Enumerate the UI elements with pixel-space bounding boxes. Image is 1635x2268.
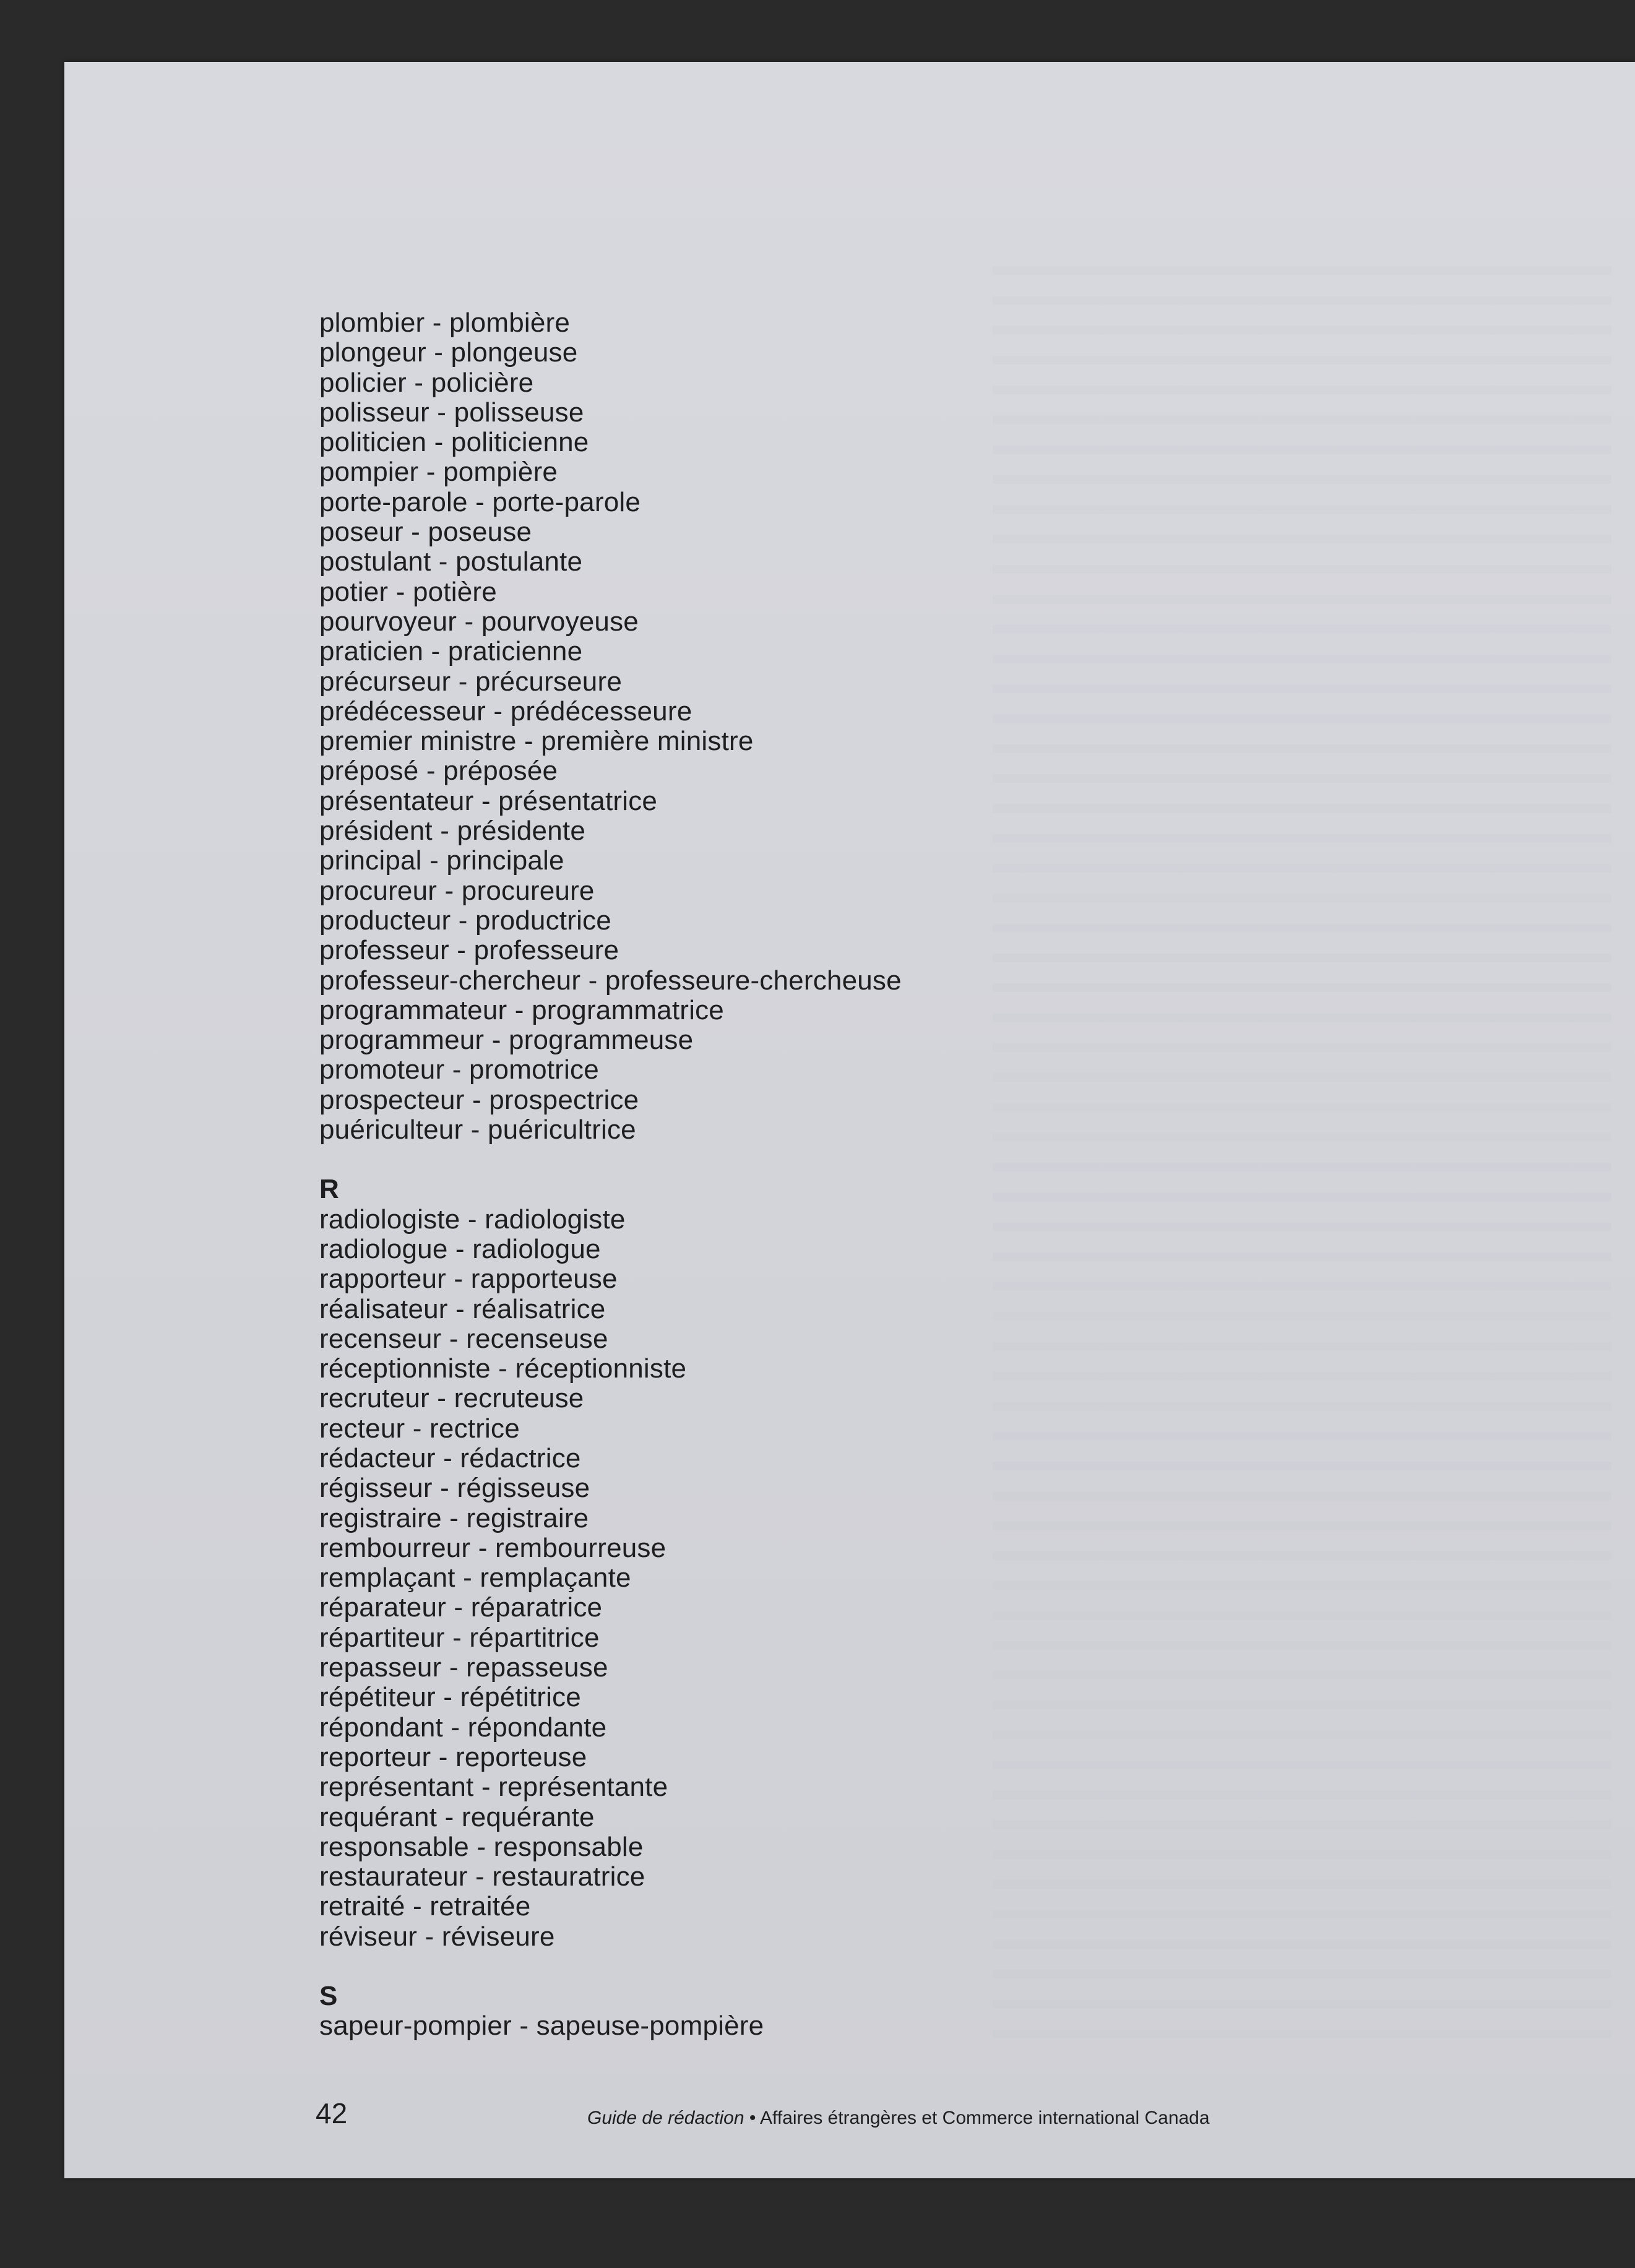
list-item: potier - potière: [319, 576, 497, 607]
list-item: premier ministre - première ministre: [319, 726, 754, 757]
list-item: reporteur - reporteuse: [319, 1741, 587, 1772]
list-item: porte-parole - porte-parole: [319, 486, 641, 517]
list-item: présentateur - présentatrice: [319, 785, 658, 816]
list-item: praticien - praticienne: [319, 636, 583, 667]
list-item: rédacteur - rédactrice: [319, 1442, 581, 1473]
list-item: recruteur - recruteuse: [319, 1383, 584, 1414]
list-item: précurseur - précurseure: [319, 666, 622, 697]
list-item: requérant - requérante: [319, 1801, 595, 1832]
list-item: prospecteur - prospectrice: [319, 1084, 639, 1115]
list-item: policier - policière: [319, 367, 534, 398]
section-r: [319, 1205, 1248, 1952]
list-item: repasseur - repasseuse: [319, 1652, 608, 1683]
section-letter-r: R: [319, 1174, 339, 1205]
list-item: sapeur-pompier - sapeuse-pompière: [319, 2011, 764, 2042]
footer-credit: [587, 2108, 1210, 2129]
list-item: professeur-chercheur - professeure-chercheuse: [319, 965, 902, 996]
list-item: radiologue - radiologue: [319, 1233, 601, 1264]
publisher-name: Affaires étrangères et Commerce international Canada: [760, 2108, 1210, 2128]
list-item: pompier - pompière: [319, 457, 558, 488]
list-item: professeur - professeure: [319, 935, 619, 966]
list-item: polisseur - polisseuse: [319, 397, 584, 428]
list-item: radiologiste - radiologiste: [319, 1204, 626, 1235]
section-letter-s: S: [319, 1981, 338, 2012]
list-item: programmeur - programmeuse: [319, 1025, 694, 1056]
page-number: 42: [316, 2097, 348, 2129]
list-item: répartiteur - répartitrice: [319, 1622, 600, 1653]
list-item: réalisateur - réalisatrice: [319, 1293, 606, 1324]
list-item: réparateur - réparatrice: [319, 1592, 603, 1623]
list-item: remplaçant - remplaçante: [319, 1563, 631, 1593]
list-item: restaurateur - restauratrice: [319, 1861, 645, 1892]
list-item: politicien - politicienne: [319, 427, 589, 458]
list-item: producteur - productrice: [319, 905, 611, 936]
list-item: plombier - plombière: [319, 308, 571, 338]
list-item: promoteur - promotrice: [319, 1054, 599, 1085]
list-item: régisseur - régisseuse: [319, 1473, 590, 1504]
list-item: retraité - retraitée: [319, 1891, 531, 1922]
list-item: poseur - poseuse: [319, 517, 532, 548]
list-item: rapporteur - rapporteuse: [319, 1264, 618, 1295]
list-item: procureur - procureure: [319, 875, 595, 906]
list-item: programmateur - programmatrice: [319, 994, 724, 1025]
term-list: [319, 308, 1248, 2042]
list-item: prédécesseur - prédécesseure: [319, 696, 692, 727]
section-s: [319, 2011, 1248, 2041]
list-item: réviseur - réviseure: [319, 1921, 555, 1952]
list-item: répondant - répondante: [319, 1712, 607, 1743]
document-page: [64, 62, 1635, 2178]
list-item: postulant - postulante: [319, 546, 583, 577]
guide-title: Guide de rédaction: [587, 2108, 744, 2128]
footer-separator: •: [744, 2108, 761, 2128]
list-item: recenseur - recenseuse: [319, 1323, 608, 1354]
list-item: représentant - représentante: [319, 1772, 668, 1803]
section-p: [319, 308, 1248, 1145]
list-item: plongeur - plongeuse: [319, 337, 578, 368]
list-item: recteur - rectrice: [319, 1413, 520, 1444]
list-item: principal - principale: [319, 845, 564, 876]
list-item: répétiteur - répétitrice: [319, 1682, 581, 1713]
list-item: responsable - responsable: [319, 1831, 644, 1862]
list-item: préposé - préposée: [319, 756, 558, 787]
list-item: puériculteur - puéricultrice: [319, 1115, 636, 1145]
list-item: président - présidente: [319, 816, 585, 847]
list-item: pourvoyeur - pourvoyeuse: [319, 606, 639, 637]
list-item: réceptionniste - réceptionniste: [319, 1353, 687, 1384]
list-item: rembourreur - rembourreuse: [319, 1532, 667, 1563]
list-item: registraire - registraire: [319, 1503, 589, 1533]
